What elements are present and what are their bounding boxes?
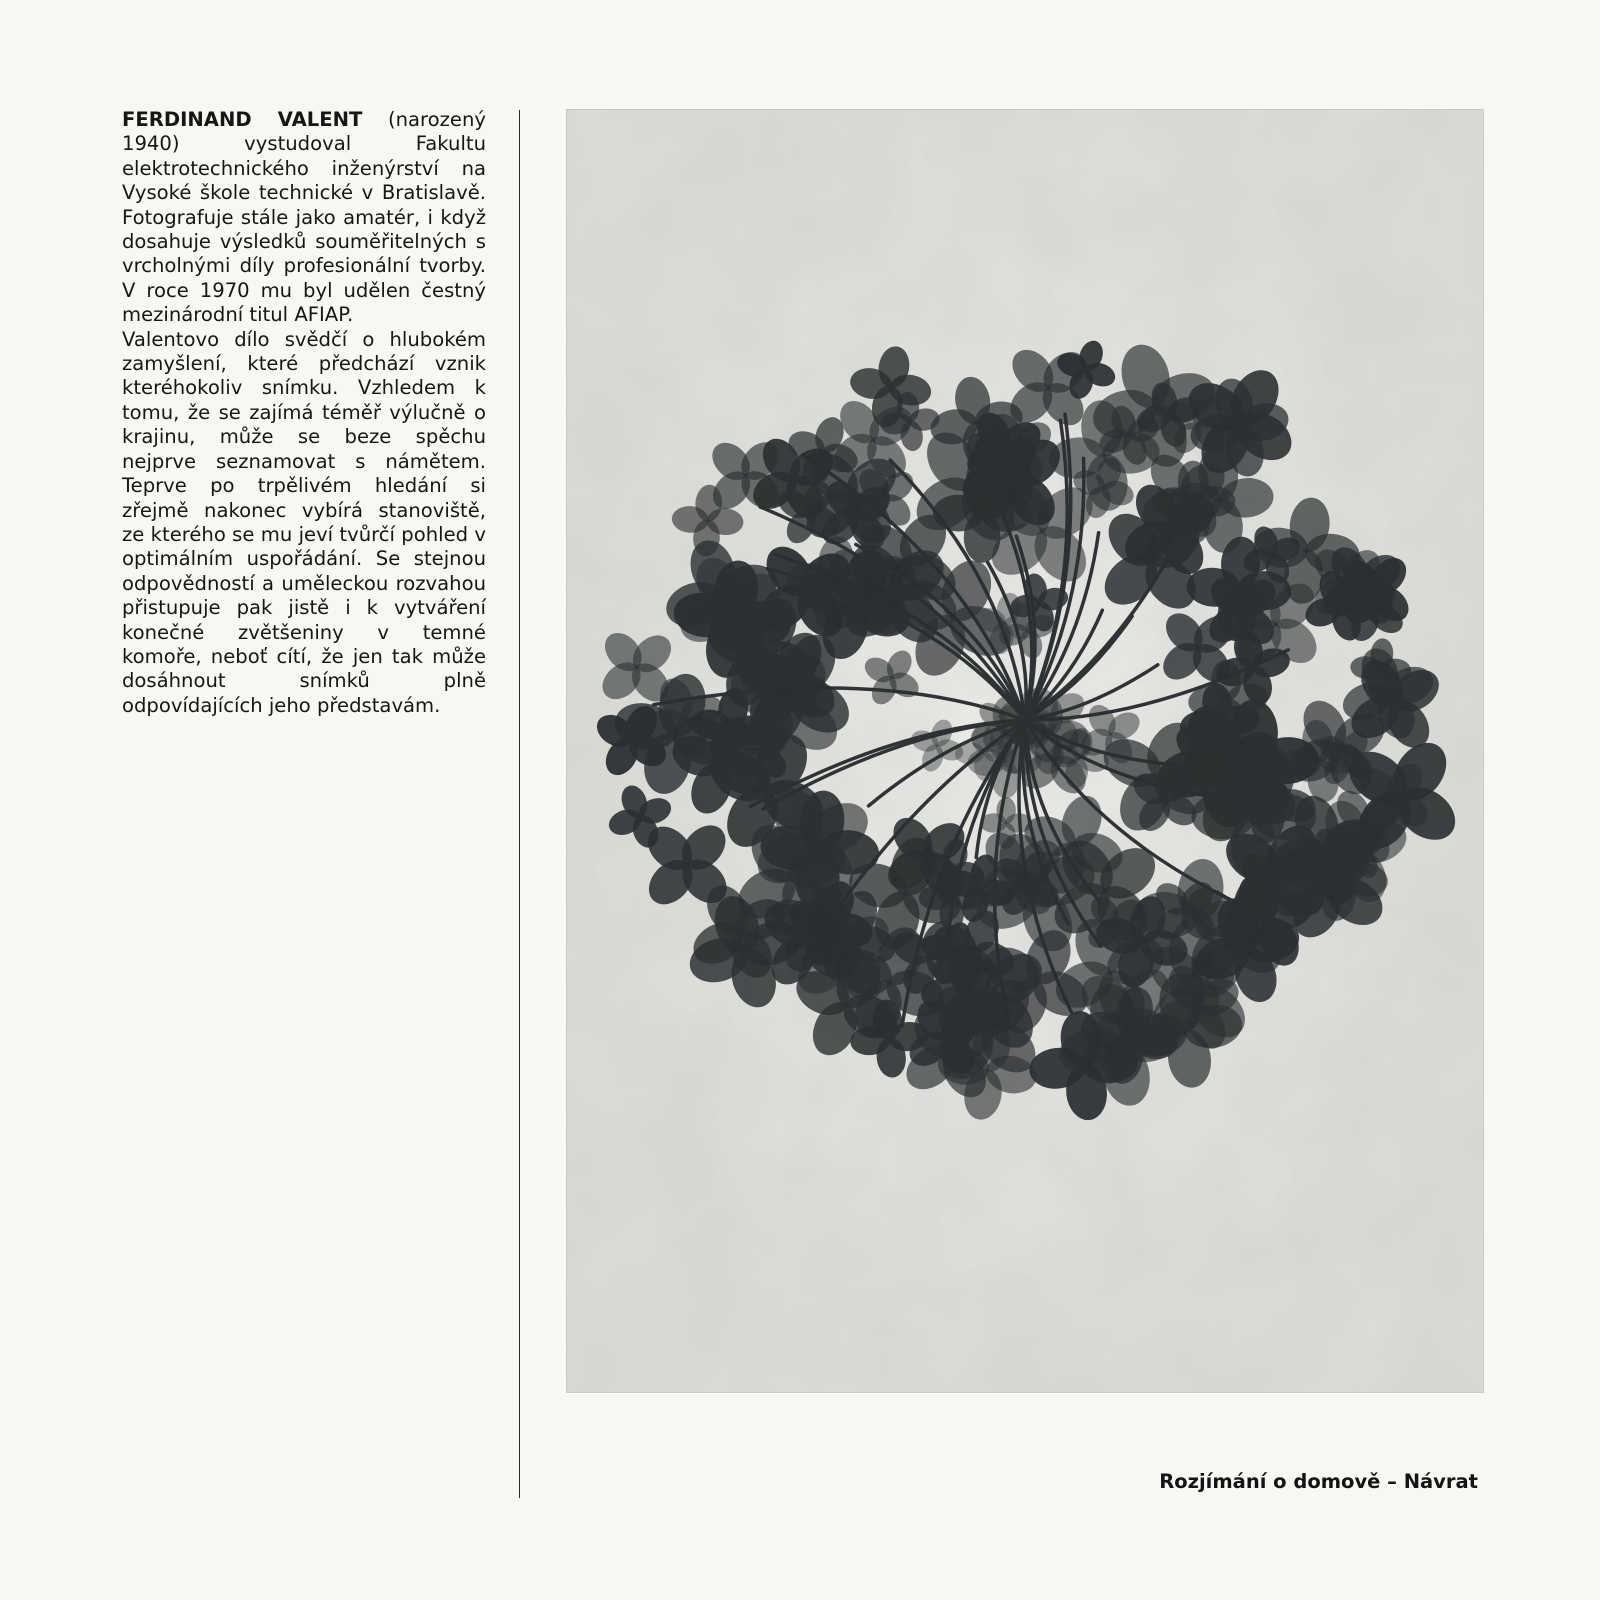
column-divider xyxy=(519,110,520,1498)
artist-biography xyxy=(122,108,486,718)
bio-paragraph-1 xyxy=(122,108,486,328)
bio-paragraph-2: Valentovo dílo svědčí o hlubokém zamyšlení, které předchází vznik kteréhokoliv snímku. Vzhledem k tomu, že se zajímá téměř výlučně o krajinu, může se beze spěchu nejprve seznamovat s námětem. Teprve po trpělivém hledání si zřejmě nakonec vybírá stanoviště, ze kterého se mu jeví tvůrčí pohled v optimálním uspořádání. Se stejnou odpovědností a uměleckou rozvahou přistupuje pak jistě i k vytváření konečné zvětšeniny v temné komoře, neboť cítí, že jen tak může dosáhnout snímků plně odpovídajících jeho představám. xyxy=(122,327,486,717)
flower-petal xyxy=(980,813,1007,832)
flower-image xyxy=(567,110,1483,1392)
flower-petal xyxy=(939,865,964,899)
photo-caption: Rozjímání o domově – Návrat xyxy=(1159,1470,1478,1493)
artist-name: FERDINAND VALENT xyxy=(122,108,363,131)
bio-paragraph-1-text: (narozený 1940) vystudoval Fakultu elektrotechnického inženýrství na Vysoké škole technické v Bratislavě. Fotografuje stále jako amatér, i když dosahuje výsledků souměřitelných s vrcholnými díly profesionální tvorby. V roce 1970 mu byl udělen čestný mezinárodní titul AFIAP. xyxy=(122,108,487,327)
photograph-hydrangea xyxy=(566,109,1484,1393)
